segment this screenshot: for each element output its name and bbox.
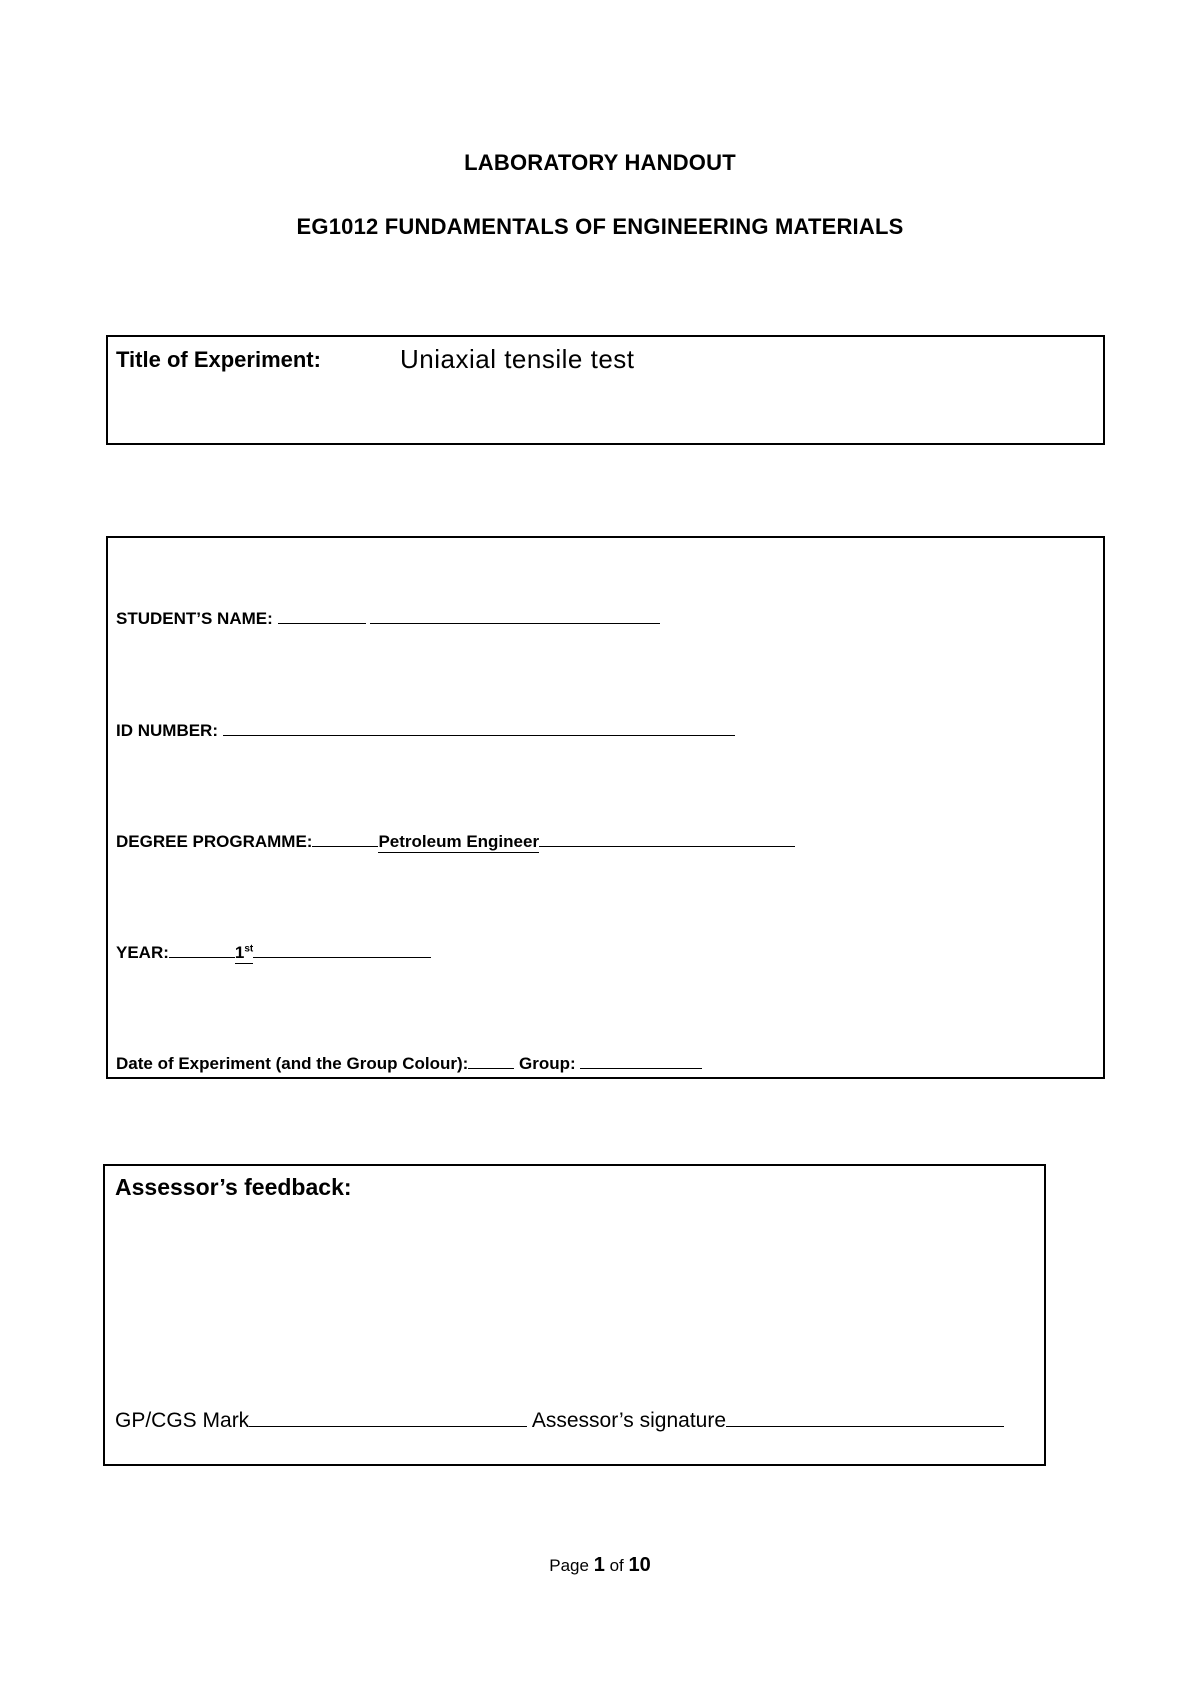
year-value: 1st xyxy=(234,943,254,962)
degree-programme-label: DEGREE PROGRAMME: xyxy=(116,832,313,851)
year-blank-after xyxy=(253,943,431,958)
date-blank xyxy=(468,1054,514,1069)
experiment-title-label: Title of Experiment: xyxy=(116,347,321,372)
year-row xyxy=(116,943,431,964)
mark-label: GP/CGS Mark xyxy=(115,1409,250,1432)
year-label: YEAR: xyxy=(116,943,169,962)
group-blank xyxy=(580,1054,702,1069)
experiment-title-box xyxy=(106,335,1105,445)
signature-blank xyxy=(726,1408,1004,1427)
experiment-title-value: Uniaxial tensile test xyxy=(400,344,635,374)
student-details-box xyxy=(106,536,1105,1079)
id-number-blank xyxy=(223,721,735,736)
date-group-row xyxy=(116,1054,702,1074)
student-name-row xyxy=(116,609,660,629)
assessor-feedback-title: Assessor’s feedback: xyxy=(115,1174,352,1200)
student-name-first-blank xyxy=(278,609,366,624)
group-label: Group: xyxy=(519,1054,576,1073)
mark-signature-row xyxy=(115,1408,1004,1433)
page-number: Page 1 of 10 xyxy=(549,1554,651,1576)
date-of-experiment-label: Date of Experiment (and the Group Colour): xyxy=(116,1054,469,1073)
signature-label: Assessor’s signature xyxy=(531,1409,727,1432)
degree-blank-before xyxy=(312,832,378,847)
assessor-feedback-box xyxy=(103,1164,1046,1466)
year-suffix: st xyxy=(244,943,254,955)
student-name-last-blank xyxy=(370,609,660,624)
degree-programme-row xyxy=(116,832,795,853)
year-blank-before xyxy=(169,943,235,958)
mark-blank xyxy=(249,1408,527,1427)
id-number-row xyxy=(116,721,735,741)
degree-programme-value: Petroleum Engineer xyxy=(378,832,540,851)
course-title: EG1012 FUNDAMENTALS OF ENGINEERING MATERIALS xyxy=(296,214,904,239)
id-number-label: ID NUMBER: xyxy=(116,721,218,740)
student-name-label: STUDENT’S NAME: xyxy=(116,609,273,628)
degree-blank-after xyxy=(539,832,795,847)
document-title: LABORATORY HANDOUT xyxy=(464,150,736,175)
